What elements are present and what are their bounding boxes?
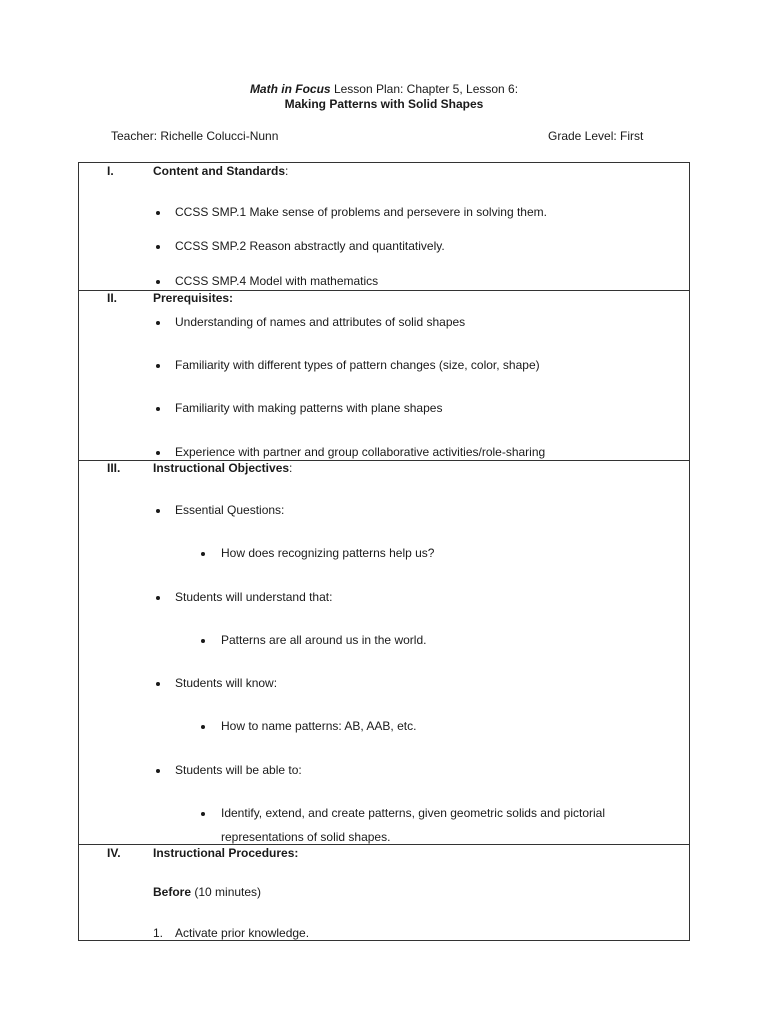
document-title (0, 82, 768, 96)
bullet-icon (156, 211, 160, 215)
step-number: 1. (153, 926, 164, 940)
before-line: Before (10 minutes) (153, 885, 262, 899)
list-item: How to name patterns: AB, AAB, etc. (221, 719, 417, 733)
bullet-icon (201, 725, 205, 729)
section-number: III. (107, 461, 121, 475)
section-heading: Instructional Procedures: (153, 846, 299, 860)
list-item: Essential Questions: (175, 503, 285, 517)
bullet-icon (156, 451, 160, 455)
list-item: Students will know: (175, 676, 278, 690)
bullet-icon (201, 552, 205, 556)
bullet-icon (156, 245, 160, 249)
bullet-icon (201, 639, 205, 643)
list-item-continuation: representations of solid shapes. (221, 830, 391, 844)
list-item: Familiarity with different types of pattern changes (size, color, shape) (175, 358, 540, 372)
table-border-bottom (78, 940, 690, 941)
grade-line: Grade Level: First (548, 129, 644, 143)
section-number: I. (107, 164, 114, 178)
section-heading: Instructional Objectives: (153, 461, 293, 475)
list-item: Patterns are all around us in the world. (221, 633, 427, 647)
bullet-icon (156, 280, 160, 284)
section-heading: Prerequisites: (153, 291, 234, 305)
list-item: Identify, extend, and create patterns, given geometric solids and pictorial (221, 806, 605, 820)
title-rest: Lesson Plan: Chapter 5, Lesson 6: (330, 82, 519, 96)
list-item: Familiarity with making patterns with plane shapes (175, 401, 443, 415)
teacher-line: Teacher: Richelle Colucci-Nunn (111, 129, 279, 143)
bullet-icon (156, 769, 160, 773)
section-number: IV. (107, 846, 121, 860)
list-item: CCSS SMP.2 Reason abstractly and quantitatively. (175, 239, 445, 253)
list-item: CCSS SMP.1 Make sense of problems and persevere in solving them. (175, 205, 547, 219)
bullet-icon (201, 812, 205, 816)
section-number: II. (107, 291, 118, 305)
document-subtitle: Making Patterns with Solid Shapes (284, 97, 484, 111)
section-heading: Content and Standards: (153, 164, 289, 178)
list-item: Experience with partner and group collaborative activities/role-sharing (175, 445, 546, 459)
bullet-icon (156, 682, 160, 686)
bullet-icon (156, 596, 160, 600)
bullet-icon (156, 321, 160, 325)
list-item: CCSS SMP.4 Model with mathematics (175, 274, 379, 288)
list-item: Students will be able to: (175, 763, 302, 777)
bullet-icon (156, 364, 160, 368)
list-item: Understanding of names and attributes of solid shapes (175, 315, 466, 329)
step-text: Activate prior knowledge. (175, 926, 310, 940)
section-divider (78, 844, 690, 845)
table-border-right (689, 162, 690, 941)
bullet-icon (156, 407, 160, 411)
table-border-top (78, 162, 690, 163)
list-item: Students will understand that: (175, 590, 333, 604)
list-item: How does recognizing patterns help us? (221, 546, 435, 560)
bullet-icon (156, 509, 160, 513)
table-border-left (78, 162, 79, 941)
title-italic: Math in Focus (249, 82, 331, 96)
